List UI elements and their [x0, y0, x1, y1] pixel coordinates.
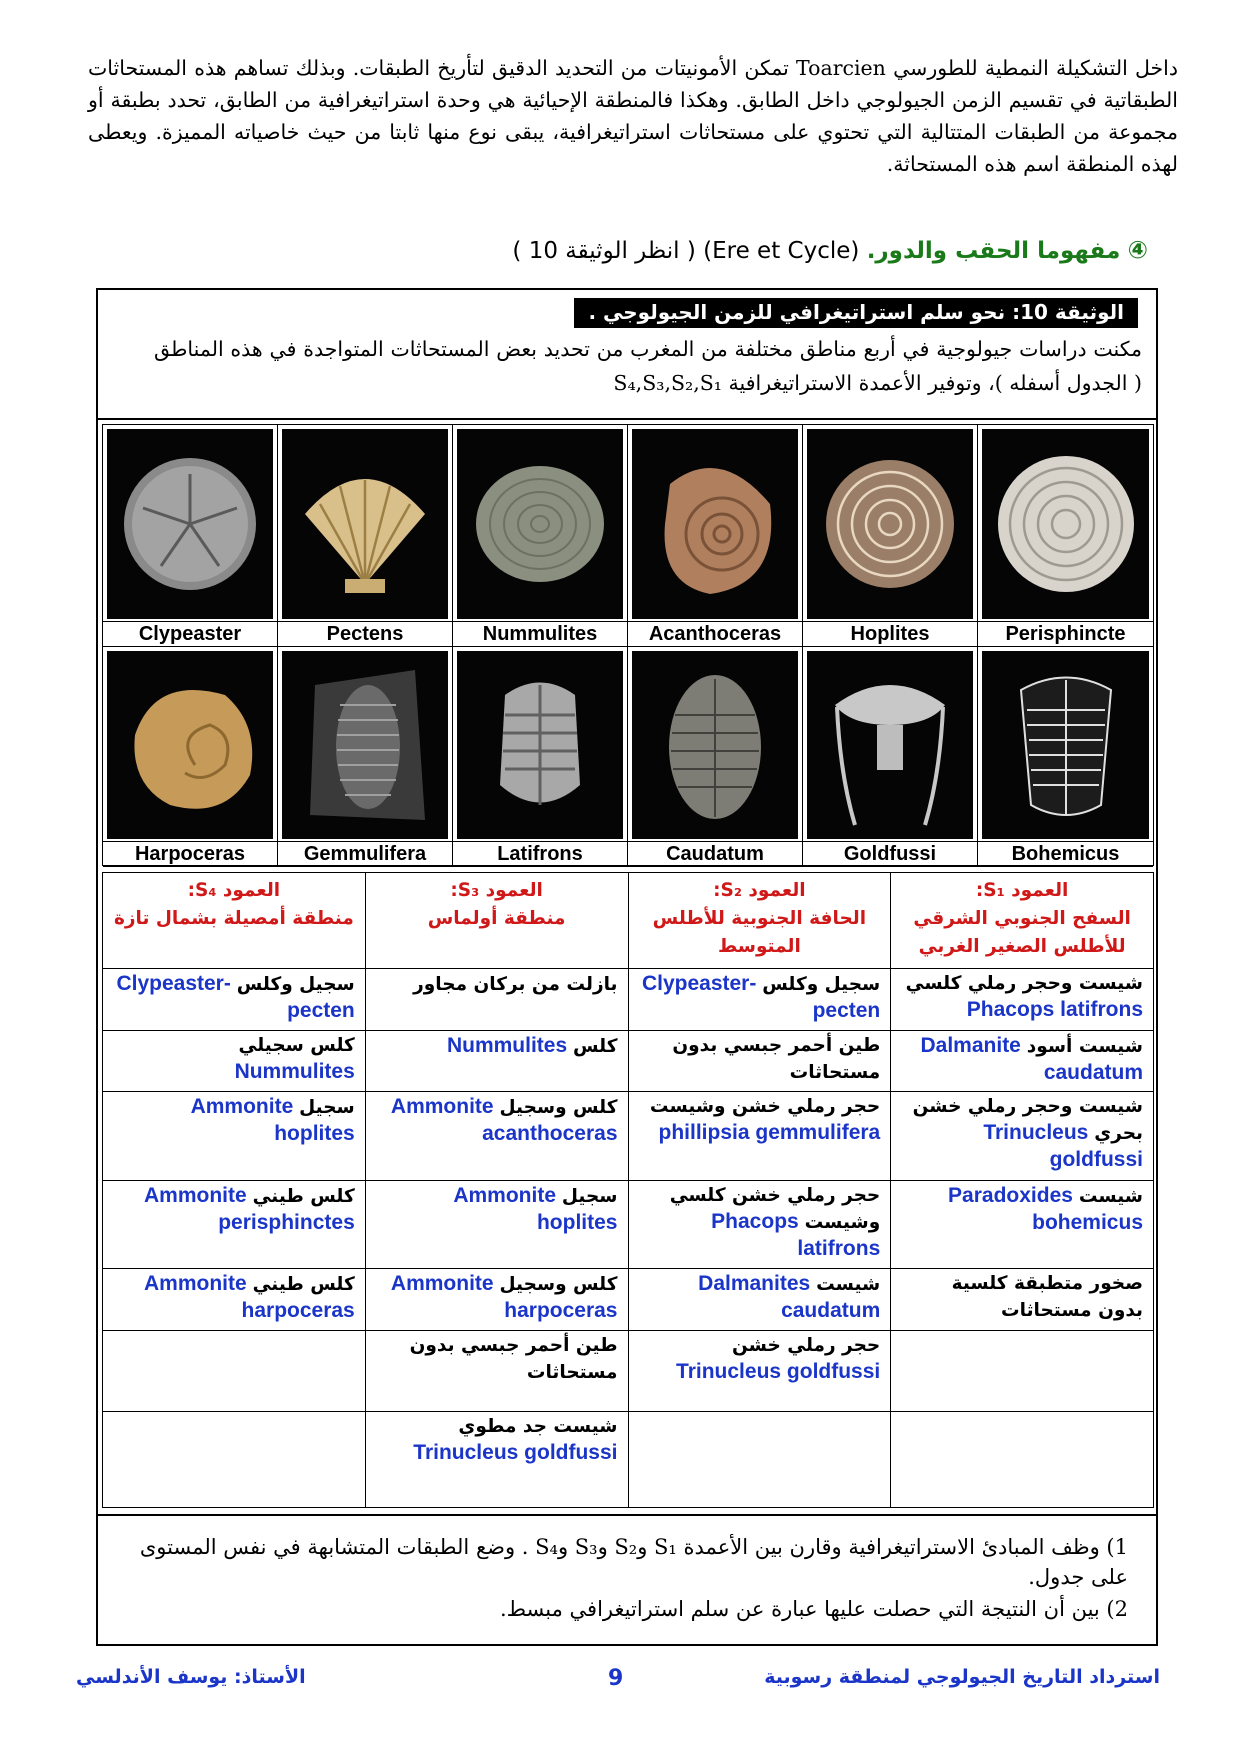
rock-type: كلس وسجيل	[499, 1097, 618, 1118]
fossil-name: Ammonite hoplites	[453, 1183, 618, 1234]
fossil-name: Paradoxides bohemicus	[948, 1183, 1143, 1234]
fossil-name: phillipsia gemmulifera	[658, 1121, 881, 1144]
rock-type: بازلت من بركان مجاور	[413, 974, 618, 995]
fossil-image-pectens	[278, 425, 453, 621]
fossil-name: Nummulites	[234, 1059, 355, 1083]
fossil-image-perisphincte	[978, 425, 1153, 621]
section-latin: (Ere et Cycle)	[703, 238, 860, 264]
question-1: 1) وظف المبادئ الاستراتيغرافية وقارن بين الأعمدة S₁ وS₂ وS₃ وS₄ . وضع الطبقات المتشابهة في نفس المستوى على جدول.	[139, 1535, 1128, 1589]
table-row	[103, 1412, 1154, 1508]
table-cell	[365, 1330, 628, 1411]
fossil-name: Clypeaster-pecten	[116, 972, 355, 1022]
rock-type: كلس سجيلي	[238, 1034, 355, 1056]
section-heading: مفهوما الحقب والدور.	[866, 238, 1121, 264]
document-box	[96, 288, 1158, 1646]
document-badge: الوثيقة 10: نحو سلم استراتيغرافي للزمن الجيولوجي .	[574, 298, 1138, 328]
table-header-row	[103, 873, 1154, 969]
fossil-image-latifrons	[453, 647, 628, 841]
table-cell	[103, 1092, 366, 1181]
column-header-s2: العمود S₂: الحافة الجنوبية للأطلس المتوسط	[628, 873, 891, 969]
footer-course: استرداد التاريخ الجيولوجي لمنطقة رسوبية	[764, 1666, 1160, 1688]
fossil-image-acanthoceras	[628, 425, 803, 621]
section-ref: ( انظر الوثيقة 10 )	[512, 238, 696, 264]
fossil-image-goldfussi	[803, 647, 978, 841]
rock-type: شيست جد مطوي	[458, 1416, 618, 1438]
fossil-name: Trinucleus goldfussi	[676, 1359, 881, 1383]
table-cell	[365, 969, 628, 1031]
section-number: ④	[1127, 236, 1148, 264]
fossil-image-bohemicus	[978, 647, 1153, 841]
fossil-name: Ammonite harpoceras	[144, 1272, 355, 1323]
rock-type: كلس طيني	[252, 1274, 355, 1296]
fossil-name: Clypeaster-pecten	[641, 972, 881, 1022]
fossil-label: Caudatum	[628, 841, 803, 867]
table-cell	[628, 1092, 891, 1181]
fossil-grid	[102, 424, 1154, 866]
table-cell	[891, 1330, 1154, 1411]
fossil-image-hoplites	[803, 425, 978, 621]
fossil-label: Harpoceras	[103, 841, 278, 867]
rock-type: حجر رملي خشن وشيست	[649, 1096, 881, 1117]
questions	[98, 1514, 1156, 1644]
page-footer	[0, 1666, 1240, 1702]
fossil-name: Ammonite acanthoceras	[390, 1095, 618, 1145]
fossil-name: Ammonite harpoceras	[390, 1272, 618, 1323]
page-number: 9	[608, 1666, 624, 1691]
column-header-s1: العمود S₁: السفح الجنوبي الشرقي للأطلس الصغير الغربي	[891, 873, 1154, 969]
column-header-s3: العمود S₃: منطقة أولماس	[365, 873, 628, 969]
rock-type: كلس	[573, 1035, 618, 1057]
rock-type: حجر رملي خشن	[732, 1334, 881, 1356]
fossil-label: Hoplites	[803, 621, 978, 647]
rock-type: كلس طيني	[252, 1185, 355, 1207]
fossil-label: Bohemicus	[978, 841, 1153, 867]
intro-paragraph: داخل التشكيلة النمطية للطورسي Toarcien تمكن الأمونيتات من التحديد الدقيق لتأريخ الطبقات. وبذلك تساهم هذه المستحاثات الطبقاتية في تقسيم الزمن الجيولوجي داخل الطابق. وهكذا فالمنطقة الإحيائية هي وحدة استراتيغرافية من الطابق، تحدد بطبقة أو مجموعة من الطبقات المتتالية التي تحتوي على مستحاثات استراتيغرافية، يبقى نوع منها ثابتا من حيث خاصياته المميزة. ويعطى لهذه المنطقة اسم هذه المستحاثة.	[88, 56, 1178, 176]
fossil-name: Ammonite hoplites	[190, 1095, 355, 1145]
rock-type: سجيل	[561, 1185, 618, 1207]
table-cell	[628, 969, 891, 1031]
section-title	[512, 236, 1148, 264]
fossil-name: Trinucleus goldfussi	[983, 1121, 1143, 1171]
table-cell	[103, 1030, 366, 1092]
fossil-label: Clypeaster	[103, 621, 278, 647]
table-cell	[365, 1030, 628, 1092]
table-row	[103, 1330, 1154, 1411]
rock-type: شيست	[1078, 1185, 1143, 1207]
fossil-image-gemmulifera	[278, 647, 453, 841]
table-cell	[628, 1180, 891, 1269]
fossil-name: Dalmanites caudatum	[698, 1272, 881, 1323]
table-cell	[628, 1030, 891, 1092]
table-cell	[628, 1330, 891, 1411]
table-row	[103, 1092, 1154, 1181]
column-header-s4: العمود S₄: منطقة أمصيلة بشمال تازة	[103, 873, 366, 969]
fossil-label: Nummulites	[453, 621, 628, 647]
fossil-image-harpoceras	[103, 647, 278, 841]
table-cell	[628, 1269, 891, 1331]
fossil-name: Trinucleus goldfussi	[413, 1441, 618, 1465]
table-cell	[365, 1092, 628, 1181]
fossil-image-nummulites	[453, 425, 628, 621]
fossil-name: Nummulites	[446, 1033, 568, 1057]
table-cell	[103, 969, 366, 1031]
table-row	[103, 1180, 1154, 1269]
rock-type: شيست وحجر رملي كلسي	[905, 973, 1143, 994]
rock-type: كلس وسجيل	[499, 1274, 618, 1296]
fossil-name: Phacops latifrons	[711, 1209, 881, 1260]
fossil-label: Goldfussi	[803, 841, 978, 867]
table-cell	[891, 1180, 1154, 1269]
question-2: 2) بين أن النتيجة التي حصلت عليها عبارة عن سلم استراتيغرافي مبسط.	[499, 1597, 1128, 1621]
fossil-label: Perisphincte	[978, 621, 1153, 647]
table-row	[103, 1030, 1154, 1092]
document-text: مكنت دراسات جيولوجية في أربع مناطق مختلفة من المغرب من تحديد بعض المستحاثات المتواجدة في هذه المناطق ( الجدول أسفله )، وتوفير الأعمدة الاستراتيغرافية S₄,S₃,S₂,S₁	[154, 337, 1142, 395]
table-cell	[891, 1092, 1154, 1181]
fossil-image-clypeaster	[103, 425, 278, 621]
fossil-label: Pectens	[278, 621, 453, 647]
table-cell	[103, 1412, 366, 1508]
rock-type: طين أحمر جبسي بدون مستحاثات	[672, 1034, 881, 1083]
stratigraphy-table	[102, 872, 1154, 1508]
fossil-name: Dalmanite caudatum	[920, 1033, 1143, 1084]
table-cell	[103, 1180, 366, 1269]
rock-type: سجيل	[299, 1097, 355, 1118]
table-cell	[365, 1412, 628, 1508]
fossil-label: Latifrons	[453, 841, 628, 867]
rock-type: شيست أسود	[1026, 1035, 1143, 1057]
rock-type: سجيل وكلس	[236, 974, 355, 995]
table-row	[103, 1269, 1154, 1331]
table-row	[103, 969, 1154, 1031]
fossil-name: Ammonite perisphinctes	[144, 1183, 355, 1234]
table-cell	[891, 969, 1154, 1031]
fossil-image-caudatum	[628, 647, 803, 841]
rock-type: شيست	[816, 1274, 881, 1296]
fossil-label: Acanthoceras	[628, 621, 803, 647]
table-cell	[103, 1330, 366, 1411]
table-cell	[365, 1269, 628, 1331]
rock-type: سجيل وكلس	[762, 974, 881, 995]
fossil-name: Phacops latifrons	[966, 998, 1143, 1021]
rock-type: طين أحمر جبسي بدون مستحاثات	[409, 1334, 618, 1383]
fossil-label: Gemmulifera	[278, 841, 453, 867]
table-cell	[891, 1269, 1154, 1331]
table-cell	[891, 1030, 1154, 1092]
rock-type: حجر رملي خشن كلسي وشيست	[669, 1184, 881, 1233]
rock-type: صخور متطبقة كلسية بدون مستحاثات	[951, 1273, 1143, 1322]
footer-teacher: الأستاذ: يوسف الأندلسي	[76, 1666, 306, 1688]
table-cell	[891, 1412, 1154, 1508]
rock-type: شيست وحجر رملي خشن بحري	[912, 1096, 1143, 1144]
table-cell	[103, 1269, 366, 1331]
document-header	[98, 290, 1156, 420]
table-cell	[365, 1180, 628, 1269]
table-cell	[628, 1412, 891, 1508]
